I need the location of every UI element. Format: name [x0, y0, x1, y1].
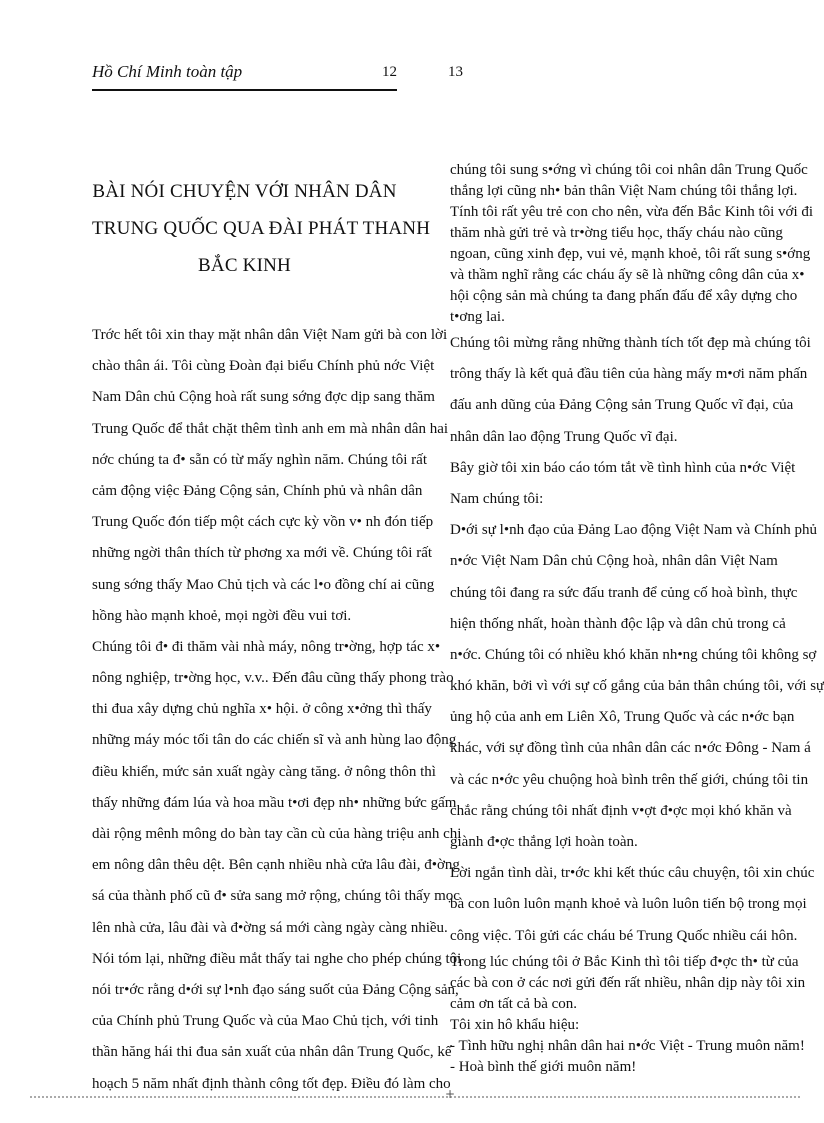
text-line: em nông dân thêu dệt. Bên cạnh nhiều nhà cửa lâu đài, đ•ờng	[92, 857, 460, 874]
text-line: hội cộng sản mà chúng ta đang phấn đấu để xây dựng cho	[450, 288, 798, 304]
text-line: ủng hộ của anh em Liên Xô, Trung Quốc và các n•ớc bạn	[450, 709, 795, 726]
speech-title	[92, 173, 431, 284]
text-line: n•ớc Việt Nam Dân chủ Cộng hoà, nhân dân Việt Nam	[450, 553, 778, 570]
page-number-right: 13	[448, 64, 463, 80]
page-number-left: 12	[382, 64, 397, 80]
text-line: Tính tôi rất yêu trẻ con cho nên, vừa đến Bắc Kinh tôi với đi	[450, 204, 814, 220]
text-line: của Chính phủ Trung Quốc và của Mao Chủ tịch, với tinh	[92, 1013, 439, 1030]
text-line: Bây giờ tôi xin báo cáo tóm tắt về tình hình của n•ớc Việt	[450, 459, 796, 476]
text-line: hồng hào mạnh khoẻ, mọi ngời đều vui tơi.	[92, 607, 352, 624]
text-line: Nam chúng tôi:	[450, 490, 544, 507]
text-line: thăm nhà gửi trẻ và tr•ờng tiểu học, thấy cháu nào cũng	[450, 225, 783, 241]
text-line: chào thân ái. Tôi cùng Đoàn đại biểu Chính phủ nớc Việt	[92, 358, 435, 375]
text-line: thắng lợi cũng nh• bản thân Việt Nam chúng tôi thắng lợi.	[450, 183, 798, 199]
right-column-text	[450, 160, 824, 1078]
text-line: và thầm nghĩ rằng các cháu ấy sẽ là những công dân của x•	[450, 267, 805, 283]
text-line: nói tr•ớc rằng d•ới sự l•nh đạo sáng suốt của Đảng Cộng sản,	[92, 981, 459, 998]
footer-dotted-rule	[30, 1096, 800, 1098]
text-line: hoạch 5 năm nhất định thành công tốt đẹp. Điều đó làm cho	[92, 1075, 451, 1092]
text-line: nớc chúng ta đ• sẵn có từ mấy nghìn năm. Chúng tôi rất	[92, 451, 428, 468]
text-line: Trong lúc chúng tôi ở Bắc Kinh thì tôi tiếp đ•ợc th• từ của	[450, 953, 799, 970]
text-line: thấy những đám lúa và hoa mầu t•ơi đẹp nh• những bức gấm	[92, 794, 457, 811]
text-line: Lời ngắn tình dài, tr•ớc khi kết thúc câu chuyện, tôi xin chúc	[450, 865, 815, 882]
text-line: chúng tôi đang ra sức đấu tranh để củng cố hoà bình, thực	[450, 584, 798, 601]
text-line: Trung Quốc để thắt chặt thêm tình anh em mà nhân dân hai	[92, 420, 449, 437]
text-line: thần hăng hái thi đua sản xuất của nhân dân Trung Quốc, kế	[92, 1044, 452, 1061]
title-line-1: BÀI NÓI CHUYỆN VỚI NHÂN DÂN	[92, 181, 397, 202]
title-line-2: TRUNG QUỐC QUA ĐÀI PHÁT THANH	[92, 218, 431, 239]
text-line: nông nghiệp, tr•ờng học, v.v.. Đến đâu cũng thấy phong trào	[92, 670, 454, 687]
text-line: Chúng tôi mừng rằng những thành tích tốt đẹp mà chúng tôi	[450, 335, 811, 351]
text-line: thi đua xây dựng chủ nghĩa x• hội. ở công x•ởng thì thấy	[92, 701, 432, 718]
text-line: dài rộng mênh mông do bàn tay cần cù của hàng triệu anh chị	[92, 826, 462, 842]
text-line: điều khiển, mức sản xuất ngày càng tăng. ở nông thôn thì	[92, 763, 436, 780]
text-line: Trung Quốc đón tiếp một cách cực kỳ vồn v• nh đón tiếp	[92, 514, 434, 531]
footer-cross-mark: +	[445, 1087, 456, 1101]
running-title: Hồ Chí Minh toàn tập	[92, 62, 243, 81]
text-line: công việc. Tôi gửi các cháu bé Trung Quốc nhiều cái hôn.	[450, 927, 798, 944]
text-line: Trớc hết tôi xin thay mặt nhân dân Việt Nam gửi bà con lời	[92, 327, 448, 343]
text-line: - Tình hữu nghị nhân dân hai n•ớc Việt - Trung muôn năm!	[450, 1037, 805, 1054]
text-line: những ngời thân thích từ phơng xa mới về. Chúng tôi rất	[92, 545, 433, 562]
text-line: Nói tóm lại, những điều mắt thấy tai nghe cho phép chúng tôi	[92, 950, 462, 967]
left-column-text	[92, 320, 462, 1100]
text-line: n•ớc. Chúng tôi có nhiều khó khăn nh•ng chúng tôi không sợ	[450, 646, 817, 663]
header-rule	[92, 89, 397, 91]
text-line: Chúng tôi đ• đi thăm vài nhà máy, nông tr•ờng, hợp tác x•	[92, 638, 441, 655]
title-line-3: BẮC KINH	[198, 255, 291, 276]
text-line: cảm động việc Đảng Cộng sản, Chính phủ và nhân dân	[92, 482, 423, 499]
text-line: khó khăn, bởi vì với sự cố gắng của bản thân chúng tôi, với sự	[450, 678, 824, 695]
text-line: bà con luôn luôn mạnh khoẻ và luôn luôn tiến bộ trong mọi	[450, 896, 807, 913]
text-line: t•ơng lai.	[450, 309, 505, 325]
text-line: nhân dân lao động Trung Quốc vĩ đại.	[450, 428, 678, 445]
text-line: hiện thống nhất, hoàn thành độc lập và dân chủ trong cả	[450, 615, 786, 632]
text-line: các bà con ở các nơi gửi đến rất nhiều, nhân dịp này tôi xin	[450, 974, 806, 991]
text-line: chắc rằng chúng tôi nhất định v•ợt đ•ợc mọi khó khăn và	[450, 802, 792, 819]
text-line: lên nhà cửa, lâu đài và đ•ờng sá mới càng ngày càng nhiều.	[92, 919, 448, 936]
text-line: khác, với sự đồng tình của nhân dân các n•ớc Đông - Nam á	[450, 740, 811, 757]
text-line: trông thấy là kết quả đầu tiên của hàng mấy m•ơi năm phấn	[450, 366, 808, 383]
text-line: ngoan, cũng xinh đẹp, vui vẻ, mạnh khoẻ, tôi rất sung s•ớng	[450, 246, 811, 262]
text-line: Tôi xin hô khẩu hiệu:	[450, 1016, 580, 1033]
text-line: những máy móc tối tân do các chiến sĩ và anh hùng lao động	[92, 732, 457, 749]
text-line: và các n•ớc yêu chuộng hoà bình trên thế giới, chúng tôi tin	[450, 771, 809, 788]
text-line: đấu anh dũng của Đảng Cộng sản Trung Quốc vĩ đại, của	[450, 397, 794, 414]
text-line: giành đ•ợc thắng lợi hoàn toàn.	[450, 834, 638, 850]
text-line: cảm ơn tất cả bà con.	[450, 995, 578, 1012]
text-line: - Hoà bình thế giới muôn năm!	[450, 1058, 637, 1075]
text-line: Nam Dân chủ Cộng hoà rất sung sớng đợc dịp sang thăm	[92, 389, 435, 406]
text-line: sá của thành phố cũ đ• sửa sang mở rộng, chúng tôi thấy mọc	[92, 888, 460, 905]
text-line: sung sớng thấy Mao Chủ tịch và các l•o đồng chí ai cũng	[92, 576, 435, 593]
text-line: D•ới sự l•nh đạo của Đảng Lao động Việt Nam và Chính phủ	[450, 522, 817, 539]
text-line: chúng tôi sung s•ớng vì chúng tôi coi nhân dân Trung Quốc	[450, 162, 808, 178]
